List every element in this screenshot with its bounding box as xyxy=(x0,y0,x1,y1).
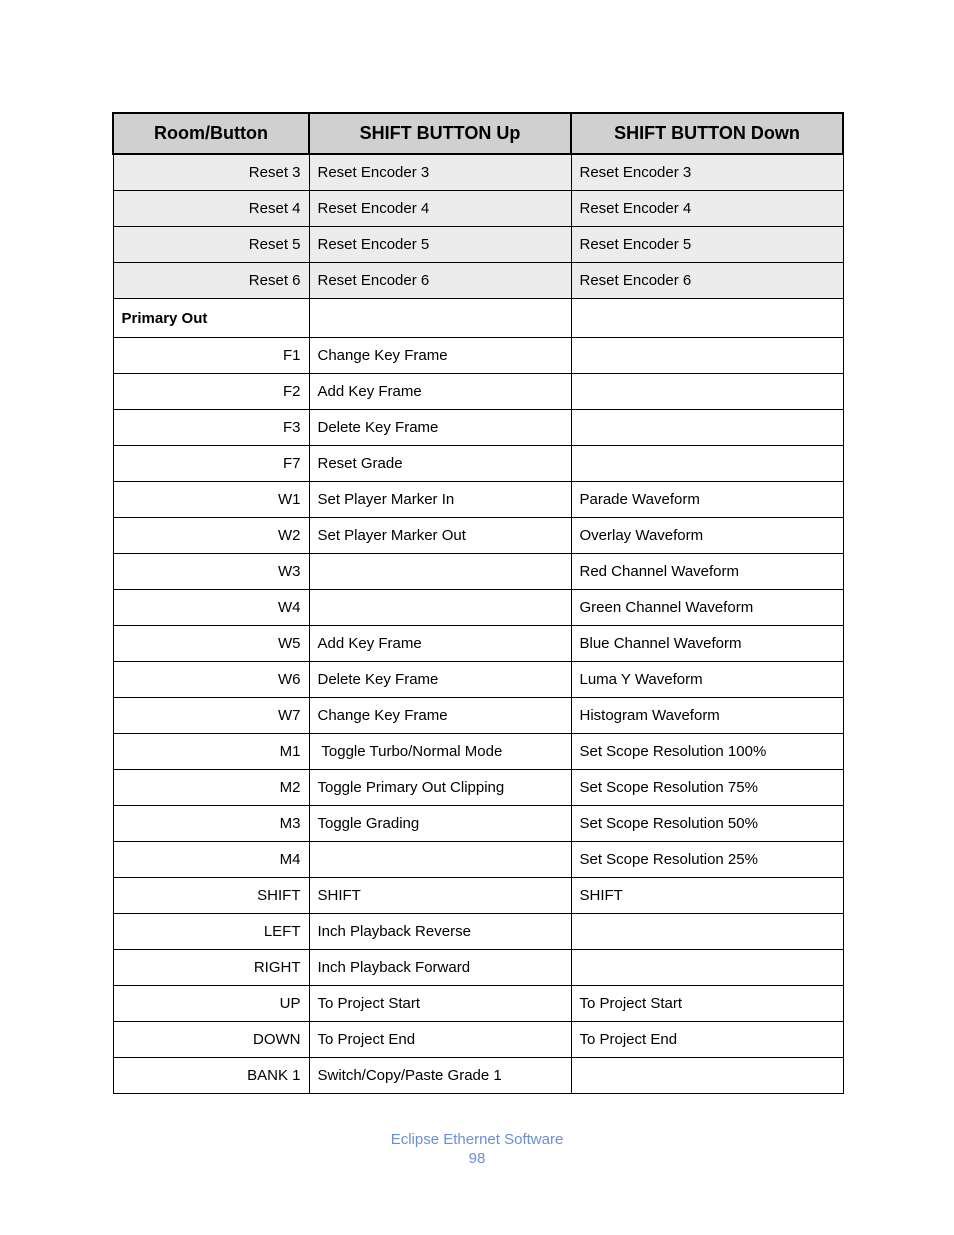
column-header-shift-up: SHIFT BUTTON Up xyxy=(309,113,571,154)
button-name-cell: W1 xyxy=(113,482,309,518)
shift-down-action-cell: Reset Encoder 5 xyxy=(571,227,843,263)
shift-down-action-cell: Parade Waveform xyxy=(571,482,843,518)
shift-down-action-cell: Green Channel Waveform xyxy=(571,590,843,626)
table-row xyxy=(113,446,843,482)
shift-down-action-cell: Red Channel Waveform xyxy=(571,554,843,590)
shift-up-action-cell: Reset Encoder 6 xyxy=(309,263,571,299)
shift-down-action-cell: Blue Channel Waveform xyxy=(571,626,843,662)
button-name-cell: F3 xyxy=(113,410,309,446)
table-row xyxy=(113,590,843,626)
shift-down-action-cell: Set Scope Resolution 50% xyxy=(571,806,843,842)
table-row xyxy=(113,1022,843,1058)
button-name-cell: Reset 6 xyxy=(113,263,309,299)
table-row xyxy=(113,734,843,770)
button-name-cell: LEFT xyxy=(113,914,309,950)
shift-down-action-cell: Set Scope Resolution 75% xyxy=(571,770,843,806)
shift-down-action-cell: Reset Encoder 3 xyxy=(571,154,843,191)
button-name-cell: UP xyxy=(113,986,309,1022)
shift-down-action-cell: Overlay Waveform xyxy=(571,518,843,554)
shift-down-action-cell: To Project End xyxy=(571,1022,843,1058)
table-row xyxy=(113,263,843,299)
table-header-row xyxy=(113,113,843,154)
shift-up-action-cell: Change Key Frame xyxy=(309,698,571,734)
shift-down-action-cell: Luma Y Waveform xyxy=(571,662,843,698)
button-name-cell: W4 xyxy=(113,590,309,626)
shift-up-action-cell: Inch Playback Forward xyxy=(309,950,571,986)
button-name-cell: W2 xyxy=(113,518,309,554)
shift-down-action-cell: Set Scope Resolution 100% xyxy=(571,734,843,770)
shift-up-action-cell: Add Key Frame xyxy=(309,626,571,662)
table-row xyxy=(113,950,843,986)
shift-up-action-cell: Switch/Copy/Paste Grade 1 xyxy=(309,1058,571,1094)
table-row xyxy=(113,518,843,554)
page-number: 98 xyxy=(468,1150,486,1167)
button-name-cell: W3 xyxy=(113,554,309,590)
table-row xyxy=(113,191,843,227)
button-name-cell: SHIFT xyxy=(113,878,309,914)
shift-up-action-cell: Reset Encoder 5 xyxy=(309,227,571,263)
shift-up-action-cell: Toggle Grading xyxy=(309,806,571,842)
shift-up-action-cell: Reset Encoder 4 xyxy=(309,191,571,227)
shift-down-action-cell xyxy=(571,950,843,986)
table-row xyxy=(113,914,843,950)
shift-up-action-cell: Reset Grade xyxy=(309,446,571,482)
button-name-cell: BANK 1 xyxy=(113,1058,309,1094)
table-row xyxy=(113,154,843,191)
table-row xyxy=(113,662,843,698)
shift-down-action-cell: To Project Start xyxy=(571,986,843,1022)
table-row xyxy=(113,698,843,734)
shift-up-action-cell: Delete Key Frame xyxy=(309,410,571,446)
button-name-cell: W7 xyxy=(113,698,309,734)
shift-up-action-cell: SHIFT xyxy=(309,878,571,914)
section-row xyxy=(113,299,843,338)
shift-up-action-cell: Toggle Primary Out Clipping xyxy=(309,770,571,806)
footer-title: Eclipse Ethernet Software xyxy=(390,1131,564,1148)
column-header-shift-down: SHIFT BUTTON Down xyxy=(571,113,843,154)
shift-up-action-cell: Toggle Turbo/Normal Mode xyxy=(309,734,571,770)
button-name-cell: M4 xyxy=(113,842,309,878)
shift-up-action-cell xyxy=(309,590,571,626)
button-name-cell: M2 xyxy=(113,770,309,806)
column-header-room-button: Room/Button xyxy=(113,113,309,154)
table-row xyxy=(113,554,843,590)
shift-down-action-cell xyxy=(571,446,843,482)
table-body xyxy=(113,154,843,1094)
table-row xyxy=(113,878,843,914)
table-row xyxy=(113,986,843,1022)
shift-down-action-cell xyxy=(571,914,843,950)
button-name-cell: Reset 4 xyxy=(113,191,309,227)
shift-up-action-cell: Delete Key Frame xyxy=(309,662,571,698)
table-row xyxy=(113,482,843,518)
button-name-cell: Reset 3 xyxy=(113,154,309,191)
button-name-cell: M1 xyxy=(113,734,309,770)
button-name-cell: F7 xyxy=(113,446,309,482)
section-title: Primary Out xyxy=(113,299,309,338)
shift-up-action-cell: To Project Start xyxy=(309,986,571,1022)
shift-down-action-cell: Set Scope Resolution 25% xyxy=(571,842,843,878)
table-row xyxy=(113,770,843,806)
shift-down-action-cell: SHIFT xyxy=(571,878,843,914)
shift-up-action-cell: Add Key Frame xyxy=(309,374,571,410)
shift-down-action-cell: Reset Encoder 4 xyxy=(571,191,843,227)
button-name-cell: F1 xyxy=(113,338,309,374)
shift-up-action-cell: Inch Playback Reverse xyxy=(309,914,571,950)
button-name-cell: W5 xyxy=(113,626,309,662)
button-name-cell: RIGHT xyxy=(113,950,309,986)
shift-up-action-cell: Set Player Marker In xyxy=(309,482,571,518)
button-mapping-table xyxy=(112,112,844,1094)
shift-up-action-cell: Change Key Frame xyxy=(309,338,571,374)
button-name-cell: DOWN xyxy=(113,1022,309,1058)
shift-up-action-cell: Reset Encoder 3 xyxy=(309,154,571,191)
table-cell-empty xyxy=(309,299,571,338)
table-cell-empty xyxy=(571,299,843,338)
table-row xyxy=(113,227,843,263)
button-name-cell: M3 xyxy=(113,806,309,842)
table-row xyxy=(113,626,843,662)
shift-down-action-cell: Histogram Waveform xyxy=(571,698,843,734)
button-name-cell: W6 xyxy=(113,662,309,698)
shift-up-action-cell xyxy=(309,842,571,878)
shift-up-action-cell: To Project End xyxy=(309,1022,571,1058)
table-row xyxy=(113,1058,843,1094)
shift-up-action-cell xyxy=(309,554,571,590)
button-name-cell: Reset 5 xyxy=(113,227,309,263)
shift-down-action-cell xyxy=(571,338,843,374)
shift-down-action-cell xyxy=(571,1058,843,1094)
button-name-cell: F2 xyxy=(113,374,309,410)
shift-down-action-cell xyxy=(571,374,843,410)
shift-down-action-cell xyxy=(571,410,843,446)
table-row xyxy=(113,374,843,410)
table-row xyxy=(113,842,843,878)
table-row xyxy=(113,410,843,446)
shift-up-action-cell: Set Player Marker Out xyxy=(309,518,571,554)
table-row xyxy=(113,806,843,842)
table-row xyxy=(113,338,843,374)
shift-down-action-cell: Reset Encoder 6 xyxy=(571,263,843,299)
